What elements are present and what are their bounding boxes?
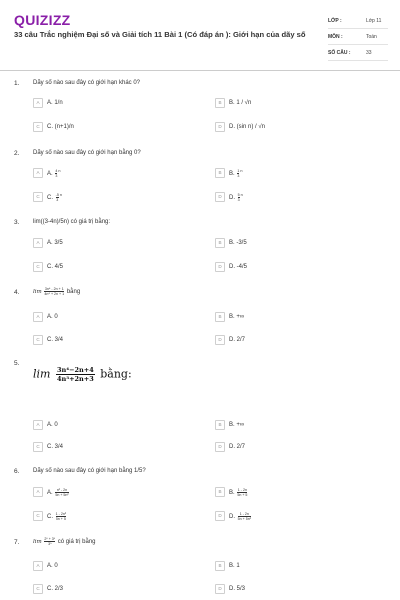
option-prefix: D. [229,513,235,520]
option-a[interactable] [33,98,63,108]
option-c[interactable] [33,442,63,452]
option-letter: B [215,561,225,571]
formula-fraction [56,366,95,383]
option-text: A. 0 [47,422,58,428]
exponent: n [240,168,243,173]
option-text [47,488,70,497]
option-a[interactable] [33,487,70,497]
option-c[interactable] [33,511,67,521]
meta-row-class [328,13,388,29]
option-text: D. 5/3 [229,586,246,592]
meta-label: LỚP : [328,17,342,24]
option-letter: D [215,442,225,452]
option-fraction [56,193,59,202]
fraction-denominator: 5n + 5 [55,516,66,521]
option-c[interactable] [33,122,74,132]
option-text: C. (n+1)/n [47,124,74,130]
meta-value: 33 [366,49,372,56]
fraction-denominator: 4n⁴ + 2n + 1 [44,292,65,296]
option-b[interactable] [215,487,248,497]
exponent: n [240,192,243,197]
fraction-numerator: 3n⁴ - 2n + 1 [44,287,64,291]
option-text: C. 3/4 [47,337,64,343]
option-letter: D [215,122,225,132]
option-letter: B [215,420,225,430]
option-text: B. -3/5 [229,240,247,246]
question-number: 4. [14,289,20,296]
option-fraction [55,488,68,497]
fraction-denominator: 4n³+2n+3 [56,375,94,383]
option-text: B. 1 / √n [229,100,252,106]
meta-label: SỐ CÂU : [328,49,351,56]
option-prefix: C. [47,194,53,201]
fraction-numerator: 2ⁿ + 3ⁿ [44,537,56,541]
question-number: 7. [14,539,20,546]
option-b[interactable] [215,561,240,571]
question-text: lim((3-4n)/5n) có giá trị bằng: [33,219,111,225]
fraction-denominator: 3 [237,197,240,202]
option-letter: C [33,122,43,132]
option-letter: A [33,487,43,497]
option-letter: B [215,238,225,248]
option-text [229,512,252,521]
fraction-numerator: 1 [237,168,240,173]
option-letter: B [215,487,225,497]
option-d[interactable] [215,122,265,132]
header-divider [0,70,400,71]
option-a[interactable] [33,168,60,178]
option-d[interactable] [215,192,243,202]
meta-panel [328,13,388,61]
question-formula [33,366,132,383]
option-d[interactable] [215,335,245,345]
question-number: 5. [14,360,20,367]
fraction-numerator: n² - 2n [56,487,68,492]
option-prefix: A. [47,489,53,496]
option-text: A. 3/5 [47,240,63,246]
option-prefix: B. [229,489,235,496]
option-letter: C [33,511,43,521]
fraction-numerator: 1 - 2n [237,487,247,492]
option-prefix: B. [229,170,235,177]
option-text [229,193,243,202]
meta-row-count [328,45,388,61]
option-prefix: C. [47,513,53,520]
question-text: Dãy số nào sau đây có giới hạn bằng 1/5? [33,468,146,474]
option-text: A. 1/n [47,100,63,106]
fraction-numerator: 1 - 2n [238,512,251,517]
option-letter: A [33,238,43,248]
option-text: D. 2/7 [229,444,246,450]
option-b[interactable] [215,168,242,178]
option-a[interactable] [33,420,58,430]
option-letter: A [33,98,43,108]
option-letter: D [215,262,225,272]
option-letter: C [33,442,43,452]
meta-value: Lớp 11 [366,17,382,24]
fraction-denominator: 5n + 5n² [237,516,251,521]
option-fraction [56,512,66,521]
fraction-numerator: 1 - 2n² [55,511,67,516]
option-fraction [238,512,251,521]
question-text: Dãy số nào sau đây có giới hạn bằng 0? [33,150,141,156]
option-letter: B [215,98,225,108]
fraction-denominator: 5n + 5n² [55,492,69,497]
option-text [229,169,242,178]
option-text: B. +∞ [229,422,245,428]
option-text [47,512,67,521]
option-d[interactable] [215,262,247,272]
meta-label: MÔN : [328,33,343,40]
question-number: 6. [14,468,20,475]
option-text: D. -4/5 [229,264,248,270]
option-text [229,488,248,497]
option-text: A. 0 [47,563,58,569]
formula-fraction [44,537,55,546]
meta-value: Toán [366,33,377,40]
exponent: n [59,192,62,197]
fraction-denominator: 5n + 5 [237,492,248,497]
lim-symbol: lim [33,367,51,381]
option-text: D. 2/7 [229,337,246,343]
question-formula [33,537,96,546]
fraction-numerator: 3n⁴−2n+4 [56,366,94,374]
option-prefix: D. [229,194,235,201]
option-letter: A [33,420,43,430]
question-text: Dãy số nào sau đây có giới hạn khác 0? [33,80,141,86]
option-letter: C [33,584,43,594]
question-suffix: bằng: [100,367,132,381]
option-text: A. 0 [47,314,58,320]
option-b[interactable] [215,98,251,108]
option-fraction [237,488,247,497]
option-letter: C [33,335,43,345]
option-text: B. +∞ [229,314,245,320]
question-number: 1. [14,80,20,87]
option-b[interactable] [215,238,247,248]
question-number: 3. [14,219,20,226]
quizizz-logo: QUIZIZZ [14,12,71,28]
question-number: 2. [14,150,20,157]
option-letter: D [215,584,225,594]
fraction-denominator: 3 [56,197,59,202]
option-d[interactable] [215,584,245,594]
option-text: C. 2/3 [47,586,64,592]
option-b[interactable] [215,312,244,322]
fraction-denominator: 3ⁿ [48,542,52,546]
option-fraction [238,193,240,202]
option-letter: B [215,312,225,322]
option-text: B. 1 [229,563,240,569]
option-letter: B [215,168,225,178]
option-c[interactable] [33,584,63,594]
option-a[interactable] [33,238,63,248]
exponent: n [58,168,61,173]
option-letter: A [33,312,43,322]
formula-fraction [44,287,64,296]
fraction-numerator: 4 [55,168,58,173]
option-a[interactable] [33,312,58,322]
option-letter: D [215,335,225,345]
option-letter: A [33,561,43,571]
option-text [47,169,60,178]
option-letter: D [215,511,225,521]
option-c[interactable] [33,192,62,202]
question-formula [33,287,80,296]
fraction-denominator: 3 [55,173,58,178]
option-d[interactable] [215,511,252,521]
fraction-denominator: 3 [237,173,240,178]
lim-symbol: lim [33,539,42,546]
option-text [47,193,62,202]
fraction-numerator: -5 [55,192,59,197]
option-letter: D [215,192,225,202]
option-text: C. 3/4 [47,444,64,450]
option-text: C. 4/5 [47,264,64,270]
lim-symbol: lim [33,289,42,296]
meta-row-subject [328,29,388,45]
question-suffix: bằng [66,289,81,296]
option-letter: C [33,262,43,272]
option-d[interactable] [215,442,245,452]
fraction-numerator: 5 [237,192,240,197]
document-title: 33 câu Trắc nghiệm Đại số và Giải tích 11 Bài 1 (Có đáp án ): Giới hạn của dãy số [14,30,306,39]
option-letter: A [33,168,43,178]
option-letter: C [33,192,43,202]
option-c[interactable] [33,262,63,272]
option-b[interactable] [215,420,244,430]
option-prefix: A. [47,170,53,177]
option-c[interactable] [33,335,63,345]
option-text: D. (sin n) / √n [229,124,265,130]
option-a[interactable] [33,561,58,571]
question-suffix: có giá trị bằng [57,539,96,546]
